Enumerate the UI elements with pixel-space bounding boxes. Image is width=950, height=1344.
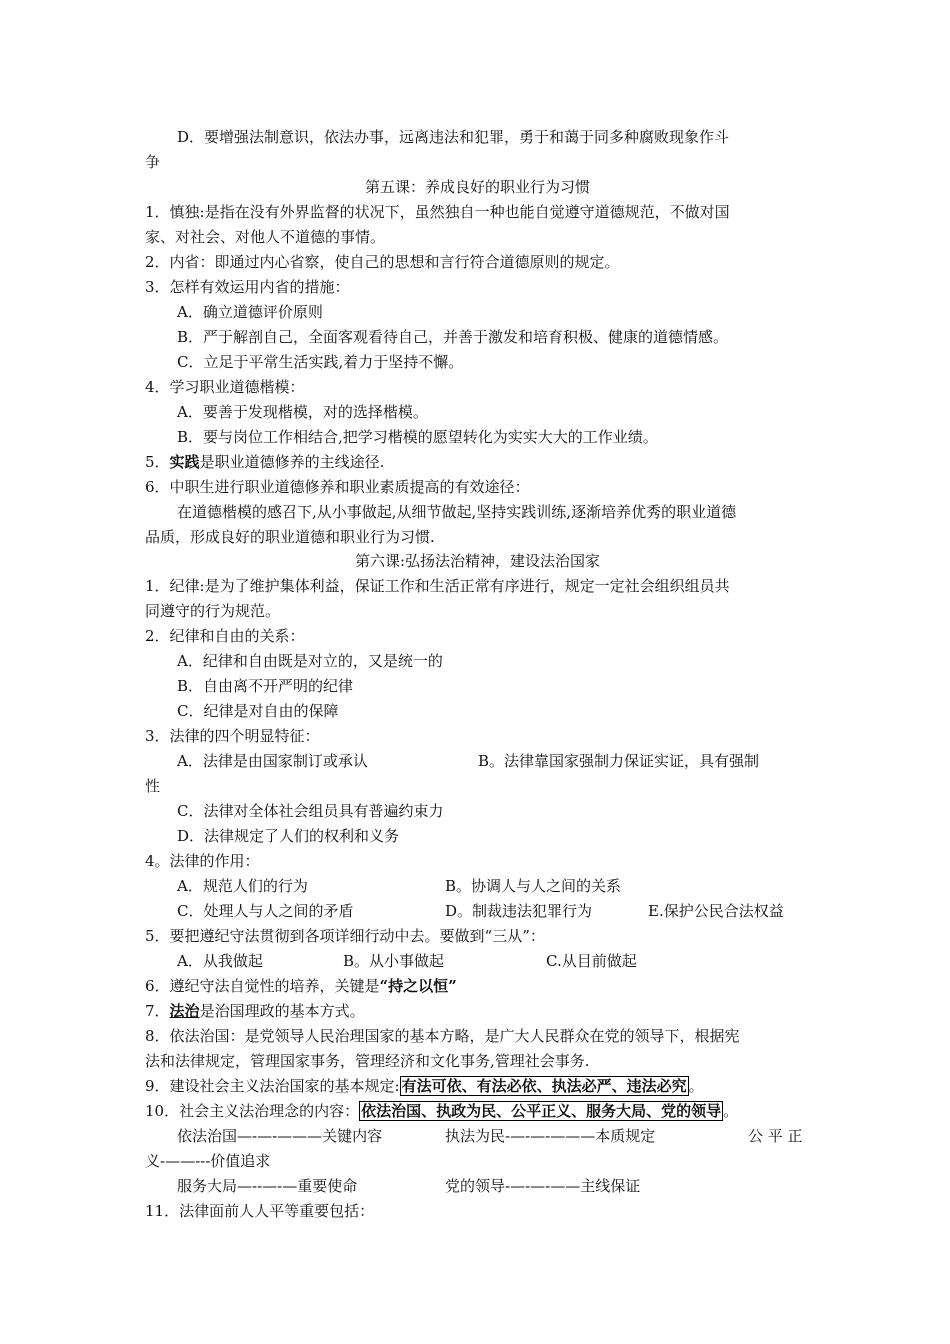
lesson6-p5: 5．要把遵纪守法贯彻到各项详细行动中去。要做到“三从”：	[145, 927, 545, 945]
lesson6-p9-text: 9．建设社会主义法治国家的基本规定:	[145, 1077, 400, 1095]
lesson5-p3-c: C．立足于平常生活实践,着力于坚持不懈。	[177, 353, 464, 371]
lesson6-p5-c: C.从目前做起	[546, 952, 637, 970]
lesson5-p1-line2: 家、对社会、对他人不道德的事情。	[145, 228, 386, 246]
lesson6-p10	[145, 1101, 738, 1121]
lesson6-p6-keyword: “持之以恒”	[379, 977, 457, 995]
lesson6-p6-text: 6．遵纪守法自觉性的培养，关键是	[145, 977, 380, 995]
lesson6-p10-text: 10．社会主义法治理念的内容：	[145, 1102, 360, 1120]
lesson6-p3-b: B。法律靠国家强制力保证实证，具有强制	[478, 752, 760, 770]
lesson6-p7-rest: 是治国理政的基本方式。	[199, 1002, 365, 1020]
lesson6-p8-line2: 法和法律规定，管理国家事务，管理经济和文化事务,管理社会事务.	[145, 1052, 590, 1070]
lesson5-p3-b: B．严于解剖自己，全面客观看待自己，并善于激发和培育积极、健康的道德情感。	[177, 328, 729, 346]
lesson6-p11: 11．法律面前人人平等重要包括：	[145, 1202, 375, 1220]
lesson5-p6-line1: 在道德楷模的感召下,从小事做起,从细节做起,坚持实践训练,逐渐培养优秀的职业道德	[177, 503, 737, 521]
lesson6-p4: 4。法律的作用：	[145, 852, 260, 870]
item-d: D．要增强法制意识，依法办事，远离违法和犯罪，勇于和蔼于同多种腐败现象作斗	[177, 128, 730, 146]
lesson6-p6	[145, 976, 457, 996]
lesson5-p3: 3．怎样有效运用内省的措施：	[145, 278, 350, 296]
lesson6-p9	[145, 1076, 704, 1096]
lesson6-p3-c: C．法律对全体社会组员具有普遍约束力	[177, 802, 444, 820]
lesson6-p3-d: D．法律规定了人们的权利和义务	[177, 827, 400, 845]
lesson5-p5	[145, 452, 384, 472]
lesson6-p5-b: B。从小事做起	[343, 952, 445, 970]
lesson6-relation-1c: 公 平 正	[748, 1127, 803, 1145]
lesson6-p10-boxed: 依法治国、执政为民、公平正义、服务大局、党的领导	[361, 1102, 722, 1120]
lesson5-p6: 6．中职生进行职业道德修养和职业素质提高的有效途径：	[145, 478, 530, 496]
lesson6-p1-line2: 同遵守的行为规范。	[145, 602, 281, 620]
item-d-tail: 争	[145, 153, 161, 171]
lesson6-p2-b: B．自由离不开严明的纪律	[177, 677, 354, 695]
lesson6-p2-c: C．纪律是对自由的保障	[177, 702, 339, 720]
lesson6-p3-a: A．法律是由国家制订或承认	[177, 752, 368, 770]
lesson5-p2: 2．内省：即通过内心省察，使自己的思想和言行符合道德原则的规定。	[145, 253, 620, 271]
lesson6-p1-line1: 1．纪律:是为了维护集体利益，保证工作和生活正常有序进行，规定一定社会组织组员共	[145, 577, 730, 595]
lesson5-p5-num: 5．	[145, 453, 170, 471]
lesson6-p7	[145, 1001, 365, 1021]
lesson5-p4: 4．学习职业道德楷模：	[145, 378, 305, 396]
lesson6-p4-d: D。制裁违法犯罪行为	[445, 902, 593, 920]
lesson6-p4-a: A．规范人们的行为	[177, 877, 308, 895]
lesson6-relation-2b: 党的领导-—-—-——主线保证	[445, 1177, 641, 1195]
lesson6-relation-1d: 义-——---价值追求	[145, 1152, 271, 1170]
lesson5-p4-b: B．要与岗位工作相结合,把学习楷模的愿望转化为实实大大的工作业绩。	[177, 428, 658, 446]
lesson5-p5-rest: 是职业道德修养的主线途径.	[199, 453, 385, 471]
lesson5-p6-line2: 品质，形成良好的职业道德和职业行为习惯.	[145, 528, 435, 546]
lesson6-p3: 3．法律的四个明显特征：	[145, 727, 320, 745]
lesson6-p4-b: B。协调人与人之间的关系	[445, 877, 622, 895]
lesson6-p2-a: A．纪律和自由既是对立的，又是统一的	[177, 652, 443, 670]
lesson6-p3-b-tail: 性	[145, 777, 161, 795]
lesson6-p10-end: 。	[723, 1102, 739, 1120]
lesson6-relation-1a: 依法治国—-—-———关键内容	[177, 1127, 383, 1145]
lesson6-p8-line1: 8．依法治国：是党领导人民治理国家的基本方略，是广大人民群众在党的领导下，根据宪	[145, 1027, 740, 1045]
lesson6-relation-2a: 服务大局—--—-—重要使命	[177, 1177, 358, 1195]
lesson5-p1-line1: 1．慎独:是指在没有外界监督的状况下，虽然独自一种也能自觉遵守道德规范，不做对国	[145, 203, 730, 221]
lesson5-p5-keyword: 实践	[169, 453, 200, 471]
lesson6-relation-1b: 执法为民-—-—-———本质规定	[445, 1127, 656, 1145]
lesson6-title: 第六课:弘扬法治精神，建设法治国家	[354, 552, 601, 570]
lesson6-p9-end: 。	[688, 1077, 704, 1095]
lesson6-p9-boxed: 有法可依、有法必依、执法必严、违法必究	[401, 1077, 687, 1095]
lesson5-title: 第五课：养成良好的职业行为习惯	[364, 178, 590, 196]
lesson6-p4-c: C．处理人与人之间的矛盾	[177, 902, 354, 920]
lesson5-p4-a: A．要善于发现楷模，对的选择楷模。	[177, 403, 428, 421]
lesson5-p3-a: A．确立道德评价原则	[177, 303, 323, 321]
lesson6-p5-a: A．从我做起	[177, 952, 263, 970]
lesson6-p7-keyword: 法治	[169, 1002, 200, 1020]
lesson6-p4-e: E.保护公民合法权益	[648, 902, 784, 920]
lesson6-p7-num: 7．	[145, 1002, 170, 1020]
lesson6-p2: 2．纪律和自由的关系：	[145, 627, 305, 645]
